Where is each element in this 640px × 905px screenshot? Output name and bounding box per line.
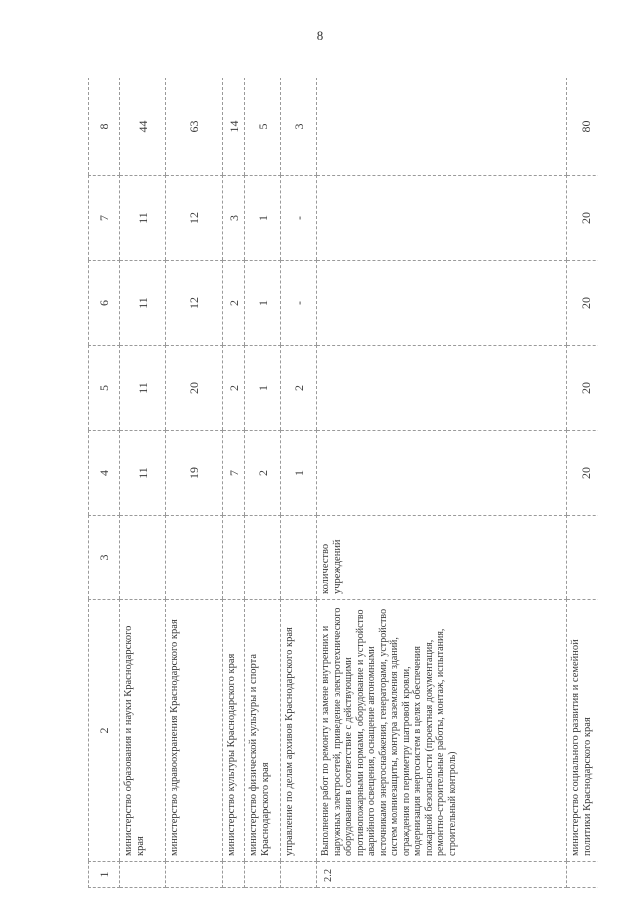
row-value: 20 xyxy=(567,346,599,431)
row-index xyxy=(120,862,166,888)
row-value xyxy=(317,176,567,261)
row-value: 7 xyxy=(223,431,245,516)
header-cell: 1 xyxy=(89,862,120,888)
table-frame xyxy=(88,78,598,888)
rotated-table-container xyxy=(88,78,598,888)
table-row xyxy=(223,78,245,888)
row-value: 20 xyxy=(567,431,599,516)
row-value: 12 xyxy=(166,261,223,346)
row-unit xyxy=(567,516,599,600)
row-unit xyxy=(281,516,317,600)
page-number: 8 xyxy=(316,28,324,43)
row-unit xyxy=(223,516,245,600)
row-value: 1 xyxy=(245,346,281,431)
row-name: министерство образования и науки Краснодарского края xyxy=(120,600,166,862)
row-index xyxy=(245,862,281,888)
row-name: управление по делам архивов Краснодарского края xyxy=(281,600,317,862)
row-value: 12 xyxy=(166,176,223,261)
row-value: 19 xyxy=(166,431,223,516)
header-cell: 2 xyxy=(89,600,120,862)
row-unit xyxy=(245,516,281,600)
row-index xyxy=(166,862,223,888)
row-value: 11 xyxy=(120,346,166,431)
row-value xyxy=(317,346,567,431)
row-value xyxy=(317,78,567,176)
row-value: 3 xyxy=(281,78,317,176)
row-value: 2 xyxy=(245,431,281,516)
table-row xyxy=(317,78,567,888)
row-value: 2 xyxy=(223,261,245,346)
header-cell: 7 xyxy=(89,176,120,261)
data-table xyxy=(88,78,598,888)
row-name: министерство здравоохранения Краснодарского края xyxy=(166,600,223,862)
row-value: 1 xyxy=(245,176,281,261)
row-value: 11 xyxy=(120,261,166,346)
row-value: 1 xyxy=(245,261,281,346)
row-value: - xyxy=(281,176,317,261)
row-unit xyxy=(120,516,166,600)
row-value: 2 xyxy=(281,346,317,431)
row-name: министерство культуры Краснодарского края xyxy=(223,600,245,862)
table-row xyxy=(281,78,317,888)
row-name: министерство социального развития и семейной политики Краснодарского края xyxy=(567,600,599,862)
row-name: министерство физической культуры и спорта Краснодарского края xyxy=(245,600,281,862)
table-row xyxy=(245,78,281,888)
row-value: 11 xyxy=(120,431,166,516)
row-value: 80 xyxy=(567,78,599,176)
row-index xyxy=(567,862,599,888)
header-row xyxy=(89,78,120,888)
row-value: 11 xyxy=(120,176,166,261)
header-cell: 5 xyxy=(89,346,120,431)
row-value: 5 xyxy=(245,78,281,176)
row-value: 14 xyxy=(223,78,245,176)
row-index xyxy=(281,862,317,888)
header-cell: 8 xyxy=(89,78,120,176)
row-value: 20 xyxy=(567,261,599,346)
row-value: 44 xyxy=(120,78,166,176)
header-cell: 3 xyxy=(89,516,120,600)
row-value: 20 xyxy=(567,176,599,261)
header-cell: 6 xyxy=(89,261,120,346)
row-value xyxy=(317,261,567,346)
row-value: 2 xyxy=(223,346,245,431)
row-value: 3 xyxy=(223,176,245,261)
row-value: - xyxy=(281,261,317,346)
row-name: Выполнение работ по ремонту и замене внутренних и наружных электросетей, приведение электротехнического оборудования в соответствие с действующими противопожарными нормами, оборудование и устройство аварийного освещения, оснащение автономными источниками энергоснабжения, генераторами, устройство систем молниезащиты, контура заземления зданий, ограждения по периметру шатровой кровли, модернизация энергосистем в целях обеспечения пожарной безопасности (проектная документация, ремонтно-строительные работы, монтаж, испытания, строительный контроль) xyxy=(317,600,567,862)
row-unit: количество учреждений xyxy=(317,516,567,600)
row-value: 63 xyxy=(166,78,223,176)
row-index: 2.2 xyxy=(317,862,567,888)
table-row xyxy=(567,78,599,888)
row-value: 20 xyxy=(166,346,223,431)
row-index xyxy=(223,862,245,888)
table-row xyxy=(166,78,223,888)
row-value xyxy=(317,431,567,516)
table-row xyxy=(120,78,166,888)
row-value: 1 xyxy=(281,431,317,516)
header-cell: 4 xyxy=(89,431,120,516)
row-unit xyxy=(166,516,223,600)
